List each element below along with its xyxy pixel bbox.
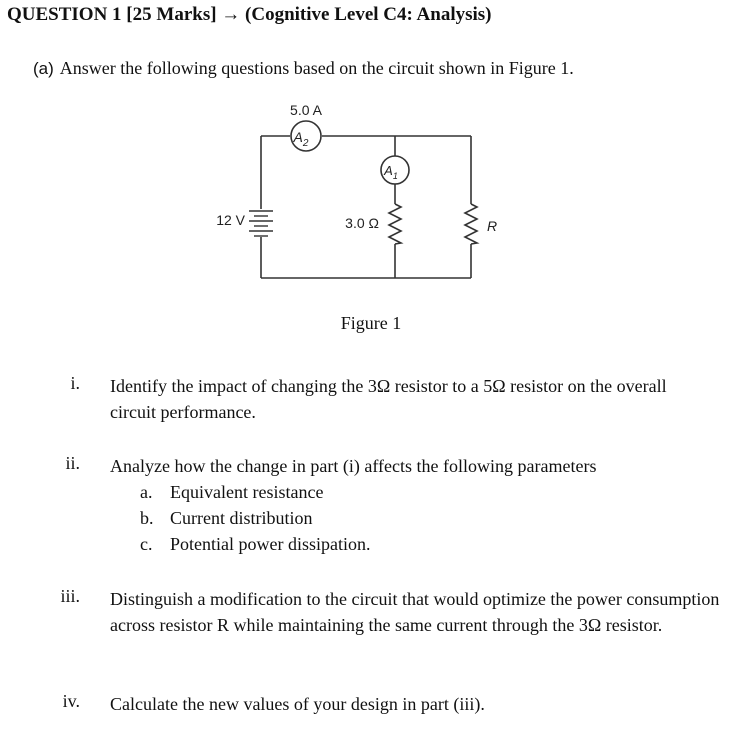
sub-item-text: Current distribution [170,508,313,528]
question-number-ii: ii. [65,453,80,473]
sub-item-letter: c. [140,534,153,554]
question-heading: QUESTION 1 [25 Marks] → (Cognitive Level C4: Analysis) [7,4,492,25]
battery-label: 12 V [216,212,245,228]
question-number-i: i. [70,373,80,393]
question-number-iv: iv. [62,691,80,711]
resistor-3ohm [389,204,401,244]
sub-item [110,505,720,531]
sub-item-text: Potential power dissipation. [170,534,371,554]
sub-item-list [110,479,720,557]
question-text-iii: Distinguish a modification to the circuit that would optimize the power consumption across resistor R while maintaining the same current through the 3Ω resistor. [110,589,720,635]
part-a-prompt [33,58,574,79]
resistor-r [465,204,477,244]
battery-symbol [249,211,273,236]
question-text-iv: Calculate the new values of your design in part (iii). [110,694,485,714]
part-a-letter: (a) [33,59,54,78]
sub-item-letter: a. [140,482,153,502]
ammeter-a2-reading: 5.0 A [290,102,322,118]
resistor-3ohm-label: 3.0 Ω [345,215,379,231]
sub-item [110,531,720,557]
question-number-iii: iii. [60,586,80,606]
sub-item-letter: b. [140,508,154,528]
question-text-i: Identify the impact of changing the 3Ω resistor to a 5Ω resistor on the overall circuit performance. [110,376,667,422]
ammeter-a2-label: $A_2$ [293,129,309,149]
question-text-ii: Analyze how the change in part (i) affects the following parameters [110,456,597,476]
ammeter-a1-label: $A_1$ [384,163,398,181]
sub-item-text: Equivalent resistance [170,482,324,502]
figure-caption: Figure 1 [340,313,402,333]
part-a-text: Answer the following questions based on the circuit shown in Figure 1. [59,58,574,78]
resistor-r-label: R [487,218,498,234]
circuit-diagram [195,96,515,296]
question-block-ii [110,453,720,557]
sub-item [110,479,720,505]
